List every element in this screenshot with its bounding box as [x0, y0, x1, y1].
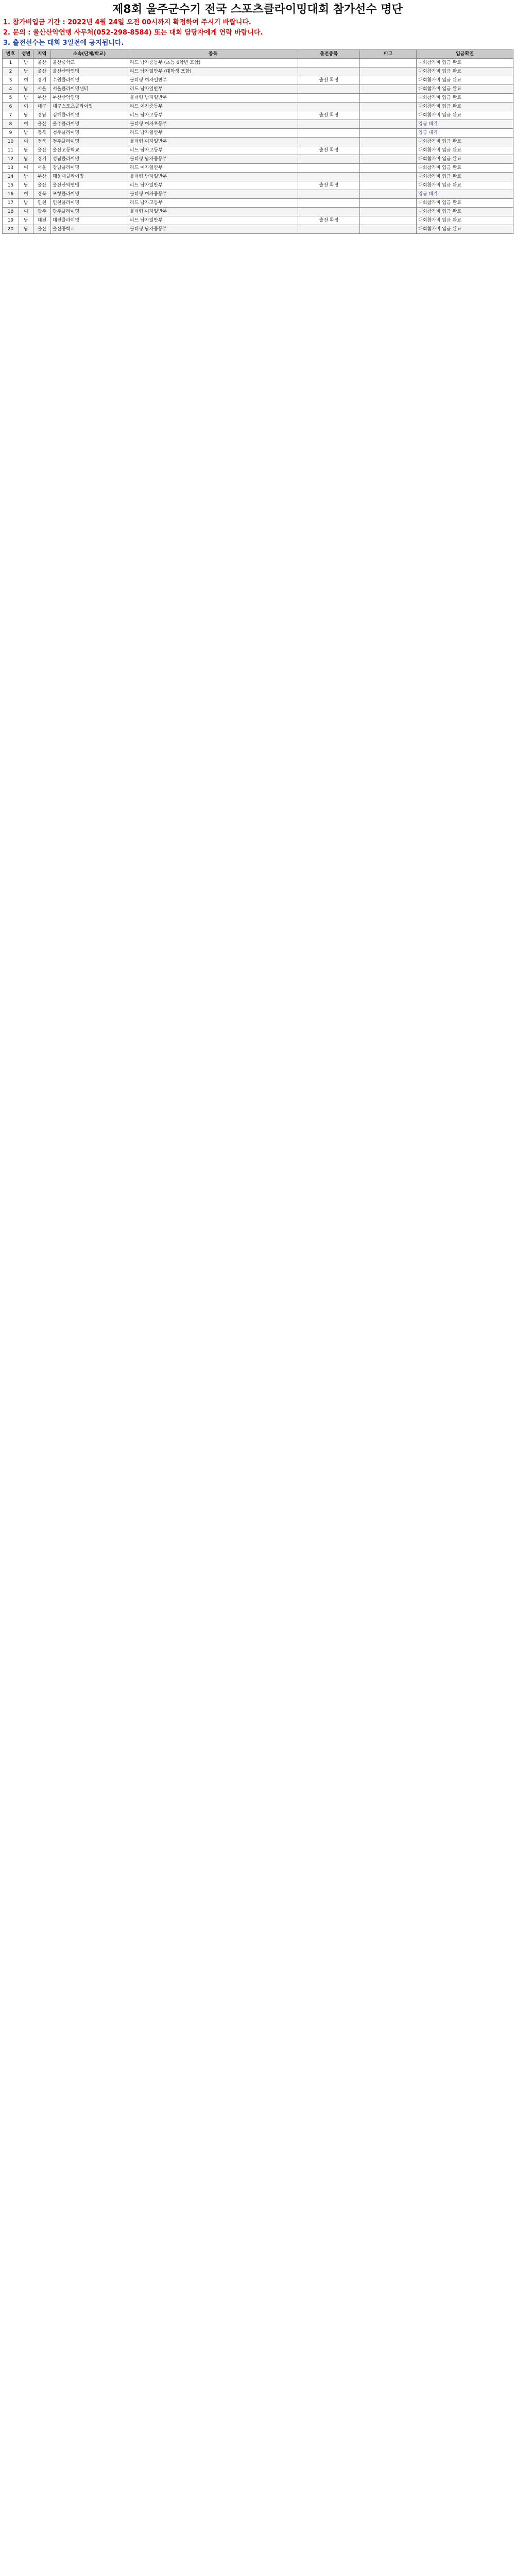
notice-2: 2. 문의 : 울산산악연맹 사무처(052-298-8584) 또는 대회 담당자에게 연락 바랍니다.: [3, 29, 263, 37]
table-cell: 울산산악연맹: [51, 181, 128, 190]
table-cell: 대회참가비 입금 완료: [417, 164, 513, 173]
table-row: [3, 129, 513, 138]
table-cell: 대회참가비 입금 완료: [417, 146, 513, 155]
table-cell: [360, 208, 417, 216]
table-cell: 울산: [33, 181, 51, 190]
participant-table: [2, 49, 513, 234]
table-cell: 울주클라이밍: [51, 120, 128, 129]
table-cell: 대회참가비 입금 완료: [417, 208, 513, 216]
column-header: 종목: [128, 50, 298, 59]
table-row: [3, 181, 513, 190]
table-cell: 여: [19, 120, 33, 129]
table-cell: 입금 대기: [417, 129, 513, 138]
table-cell: 남: [19, 67, 33, 76]
table-cell: [298, 94, 360, 103]
table-cell: 울산: [33, 67, 51, 76]
table-cell: 남: [19, 181, 33, 190]
table-cell: [360, 129, 417, 138]
table-cell: [360, 190, 417, 199]
table-cell: [360, 59, 417, 67]
table-cell: 경남: [33, 111, 51, 120]
table-cell: 남: [19, 216, 33, 225]
table-row: [3, 173, 513, 181]
table-cell: 대회참가비 입금 완료: [417, 85, 513, 94]
table-cell: 출전 확정: [298, 216, 360, 225]
table-cell: [360, 181, 417, 190]
table-cell: 대회참가비 입금 완료: [417, 155, 513, 164]
table-header-row: [3, 50, 513, 59]
table-cell: 전북: [33, 138, 51, 146]
table-row: [3, 59, 513, 67]
table-body: [3, 59, 513, 234]
table-cell: 출전 확정: [298, 76, 360, 85]
table-row: [3, 76, 513, 85]
table-cell: 리드 남자고등부: [128, 146, 298, 155]
table-cell: 강남클라이밍: [51, 164, 128, 173]
table-cell: 20: [3, 225, 19, 234]
table-cell: 대회참가비 입금 완료: [417, 216, 513, 225]
table-cell: 14: [3, 173, 19, 181]
table-cell: 청주클라이밍: [51, 129, 128, 138]
table-cell: 12: [3, 155, 19, 164]
table-cell: 대전클라이밍: [51, 216, 128, 225]
table-cell: 대회참가비 입금 완료: [417, 138, 513, 146]
table-cell: 대회참가비 입금 완료: [417, 225, 513, 234]
table-cell: 남: [19, 225, 33, 234]
table-cell: 볼더링 남자중등부: [128, 155, 298, 164]
table-cell: [360, 155, 417, 164]
table-cell: 리드 남자일반부: [128, 216, 298, 225]
table-cell: [360, 76, 417, 85]
table-cell: 대회참가비 입금 완료: [417, 59, 513, 67]
table-cell: 대전: [33, 216, 51, 225]
table-cell: 울산: [33, 146, 51, 155]
table-cell: [360, 120, 417, 129]
table-cell: 대회참가비 입금 완료: [417, 67, 513, 76]
table-cell: 18: [3, 208, 19, 216]
table-cell: [298, 59, 360, 67]
table-cell: 남: [19, 59, 33, 67]
table-cell: [298, 225, 360, 234]
table-cell: 울산: [33, 225, 51, 234]
table-cell: [298, 138, 360, 146]
table-cell: 3: [3, 76, 19, 85]
table-cell: 남: [19, 199, 33, 208]
table-cell: 11: [3, 146, 19, 155]
table-cell: 경기: [33, 76, 51, 85]
table-cell: 인천클라이밍: [51, 199, 128, 208]
table-cell: [298, 199, 360, 208]
table-row: [3, 155, 513, 164]
table-cell: [360, 138, 417, 146]
table-cell: 남: [19, 85, 33, 94]
table-cell: 15: [3, 181, 19, 190]
column-header: 번호: [3, 50, 19, 59]
table-cell: 울산: [33, 59, 51, 67]
table-cell: [360, 85, 417, 94]
table-cell: 울산고등학교: [51, 146, 128, 155]
table-cell: 볼더링 남자일반부: [128, 173, 298, 181]
table-cell: 광주클라이밍: [51, 208, 128, 216]
table-cell: [360, 111, 417, 120]
table-cell: 입금 대기: [417, 190, 513, 199]
table-cell: 5: [3, 94, 19, 103]
table-cell: [360, 173, 417, 181]
table-cell: 볼더링 여자일반부: [128, 76, 298, 85]
table-cell: 광주: [33, 208, 51, 216]
table-cell: 4: [3, 85, 19, 94]
table-row: [3, 103, 513, 111]
table-cell: 리드 여자일반부: [128, 164, 298, 173]
table-cell: 리드 남자일반부 (대학생 포함): [128, 67, 298, 76]
table-row: [3, 94, 513, 103]
table-cell: [298, 155, 360, 164]
table-cell: 여: [19, 76, 33, 85]
table-cell: 대회참가비 입금 완료: [417, 94, 513, 103]
table-row: [3, 216, 513, 225]
table-cell: 출전 확정: [298, 111, 360, 120]
table-cell: 리드 남자중등부 (초등 6학년 포함): [128, 59, 298, 67]
table-cell: 볼더링 여자일반부: [128, 208, 298, 216]
table-cell: [298, 208, 360, 216]
table-cell: 여: [19, 190, 33, 199]
table-cell: 6: [3, 103, 19, 111]
table-row: [3, 138, 513, 146]
table-cell: 부산: [33, 94, 51, 103]
table-row: [3, 190, 513, 199]
column-header: 출전종목: [298, 50, 360, 59]
table-cell: 리드 남자일반부: [128, 181, 298, 190]
table-cell: 출전 확정: [298, 146, 360, 155]
table-cell: 전주클라이밍: [51, 138, 128, 146]
table-cell: 김해클라이밍: [51, 111, 128, 120]
table-cell: 리드 남자고등부: [128, 111, 298, 120]
table-row: [3, 85, 513, 94]
table-cell: 여: [19, 164, 33, 173]
table-cell: 리드 남자고등부: [128, 199, 298, 208]
table-cell: 서울클라이밍센터: [51, 85, 128, 94]
table-cell: 부산: [33, 173, 51, 181]
table-cell: 대구: [33, 103, 51, 111]
table-cell: [360, 225, 417, 234]
table-cell: 부산산악연맹: [51, 94, 128, 103]
table-cell: 인천: [33, 199, 51, 208]
table-cell: 여: [19, 103, 33, 111]
table-row: [3, 67, 513, 76]
table-cell: 울산중학교: [51, 59, 128, 67]
column-header: 입금확인: [417, 50, 513, 59]
table-cell: 울산산악연맹: [51, 67, 128, 76]
table-cell: 대회참가비 입금 완료: [417, 76, 513, 85]
table-cell: 볼더링 여자일반부: [128, 138, 298, 146]
table-cell: 2: [3, 67, 19, 76]
table-cell: [360, 164, 417, 173]
table-cell: 성남클라이밍: [51, 155, 128, 164]
table-cell: 여: [19, 138, 33, 146]
table-cell: 남: [19, 146, 33, 155]
table-row: [3, 199, 513, 208]
table-cell: 해운대클라이밍: [51, 173, 128, 181]
table-cell: 경북: [33, 190, 51, 199]
table-row: [3, 146, 513, 155]
table-cell: 수원클라이밍: [51, 76, 128, 85]
table-cell: 9: [3, 129, 19, 138]
notice-1: 1. 참가비입금 기간 : 2022년 4월 24일 오전 00시까지 확정하여 주시기 바랍니다.: [3, 19, 251, 26]
table-cell: 볼더링 여자중등부: [128, 190, 298, 199]
table-cell: [298, 129, 360, 138]
table-cell: 입금 대기: [417, 120, 513, 129]
table-cell: 대구스포츠클라이밍: [51, 103, 128, 111]
table-cell: 대회참가비 입금 완료: [417, 199, 513, 208]
table-cell: [298, 85, 360, 94]
column-header: 소속(단체/학교): [51, 50, 128, 59]
table-cell: [360, 94, 417, 103]
table-cell: 17: [3, 199, 19, 208]
table-cell: 16: [3, 190, 19, 199]
table-cell: 대회참가비 입금 완료: [417, 173, 513, 181]
table-cell: 출전 확정: [298, 181, 360, 190]
table-cell: [360, 103, 417, 111]
table-row: [3, 111, 513, 120]
document-title: 제8회 울주군수기 전국 스포츠클라이밍대회 참가선수 명단: [112, 3, 403, 16]
table-cell: 여: [19, 208, 33, 216]
table-cell: 13: [3, 164, 19, 173]
table-cell: [360, 216, 417, 225]
column-header: 비고: [360, 50, 417, 59]
notice-3: 3. 출전선수는 대회 3일전에 공지됩니다.: [3, 39, 124, 47]
table-cell: [298, 67, 360, 76]
column-header: 성별: [19, 50, 33, 59]
table-row: [3, 120, 513, 129]
table-cell: [298, 173, 360, 181]
table-cell: 포항클라이밍: [51, 190, 128, 199]
table-cell: 남: [19, 155, 33, 164]
table-cell: [360, 67, 417, 76]
table-cell: 충북: [33, 129, 51, 138]
column-header: 지역: [33, 50, 51, 59]
table-row: [3, 164, 513, 173]
table-cell: 울산: [33, 120, 51, 129]
table-cell: 남: [19, 173, 33, 181]
table-cell: 남: [19, 94, 33, 103]
table-cell: [298, 120, 360, 129]
table-cell: 1: [3, 59, 19, 67]
table-cell: 경기: [33, 155, 51, 164]
table-cell: 7: [3, 111, 19, 120]
table-cell: 대회참가비 입금 완료: [417, 111, 513, 120]
table-cell: [360, 146, 417, 155]
table-cell: [360, 199, 417, 208]
table-row: [3, 225, 513, 234]
table-cell: [298, 103, 360, 111]
table-cell: 남: [19, 111, 33, 120]
table-row: [3, 208, 513, 216]
table-cell: 대회참가비 입금 완료: [417, 103, 513, 111]
table-cell: 볼더링 남자일반부: [128, 94, 298, 103]
table-cell: 10: [3, 138, 19, 146]
table-cell: [298, 190, 360, 199]
table-cell: 남: [19, 129, 33, 138]
table-cell: 19: [3, 216, 19, 225]
table-cell: [298, 164, 360, 173]
table-cell: 볼더링 남자중등부: [128, 225, 298, 234]
table-cell: 서울: [33, 164, 51, 173]
table-cell: 울산중학교: [51, 225, 128, 234]
table-cell: 서울: [33, 85, 51, 94]
table-cell: 리드 여자중등부: [128, 103, 298, 111]
table-cell: 리드 남자일반부: [128, 129, 298, 138]
table-cell: 볼더링 여자초등부: [128, 120, 298, 129]
table-cell: 리드 남자일반부: [128, 85, 298, 94]
table-cell: 대회참가비 입금 완료: [417, 181, 513, 190]
table-cell: 8: [3, 120, 19, 129]
